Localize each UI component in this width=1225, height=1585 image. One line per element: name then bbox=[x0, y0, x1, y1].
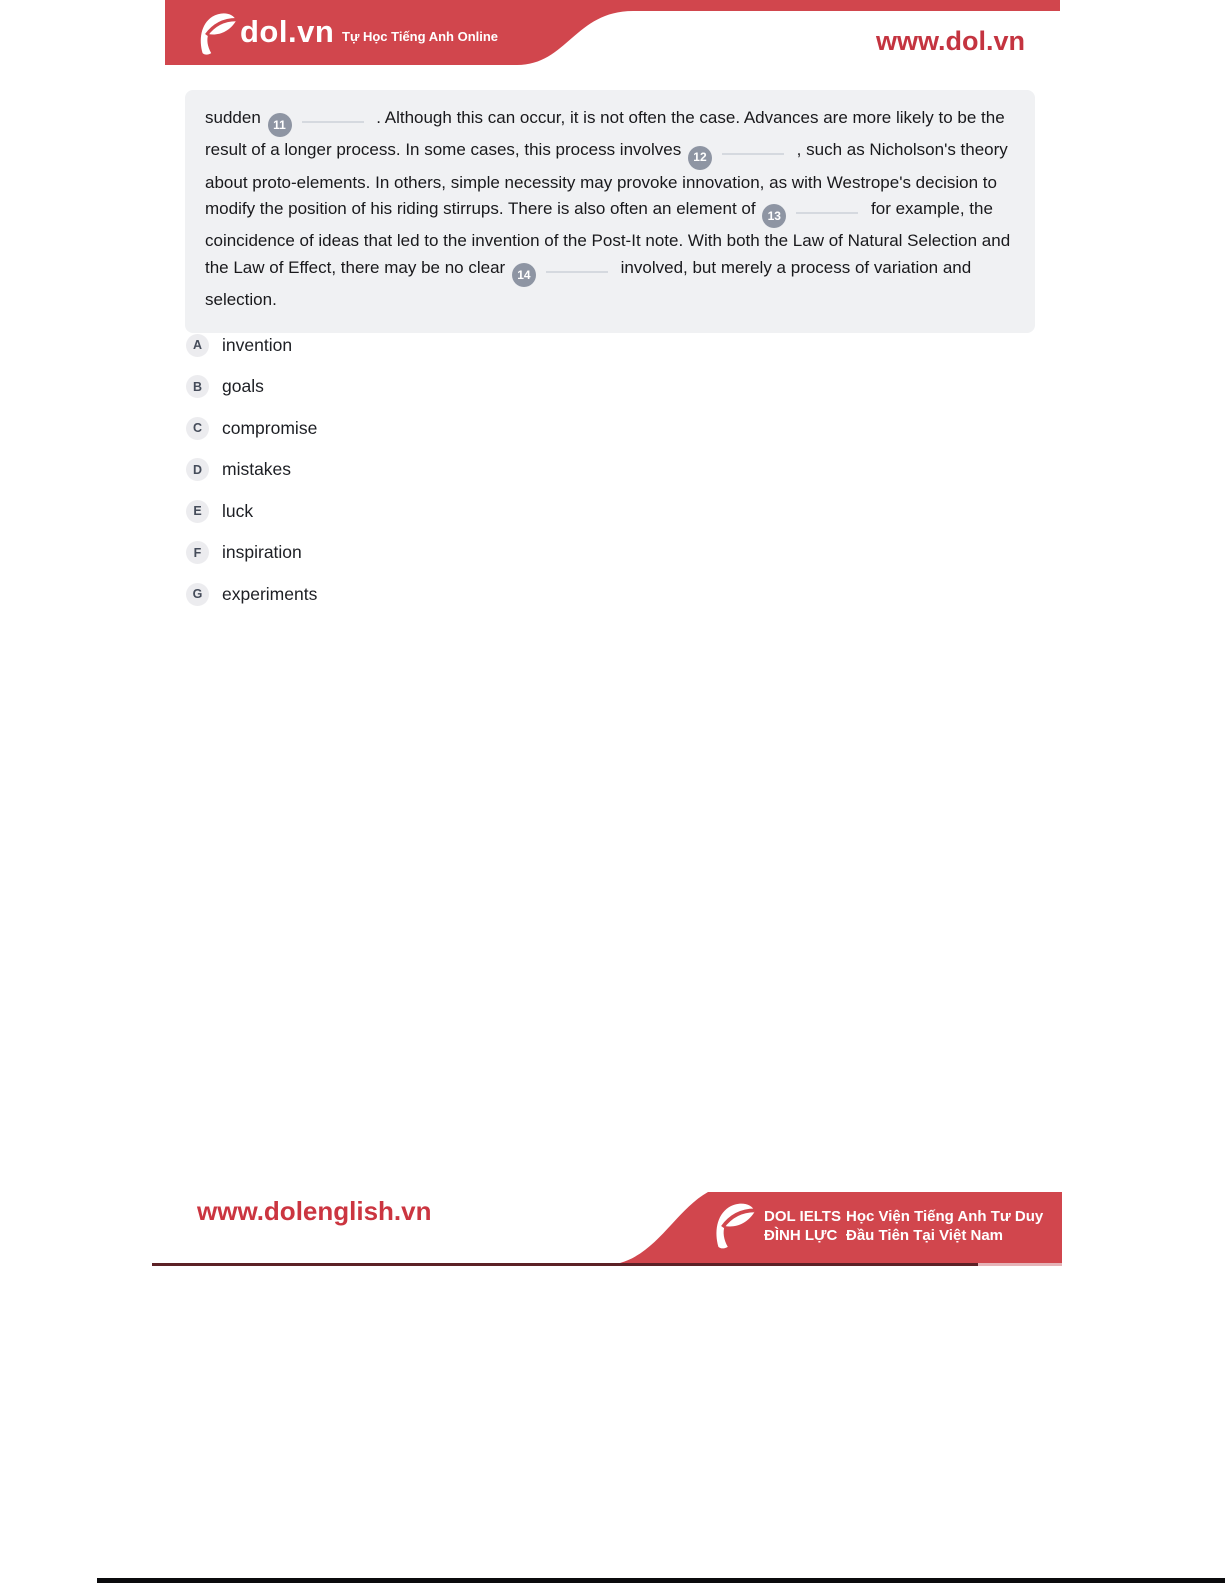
footer-slogan-line1: Học Viện Tiếng Anh Tư Duy bbox=[846, 1208, 1044, 1225]
footer-slogan-line2: Đầu Tiên Tại Việt Nam bbox=[846, 1227, 1003, 1244]
option-letter-badge: D bbox=[186, 458, 209, 481]
dol-ielts-leaf-logo-icon bbox=[710, 1201, 756, 1251]
option-row[interactable] bbox=[186, 375, 317, 399]
option-letter-badge: A bbox=[186, 334, 209, 357]
footer-slogan bbox=[846, 1207, 1043, 1245]
option-label: goals bbox=[222, 376, 264, 396]
option-row[interactable] bbox=[186, 541, 317, 565]
option-row[interactable] bbox=[186, 582, 317, 606]
gap-number-badge: 11 bbox=[268, 113, 292, 137]
footer-brand-name bbox=[764, 1207, 841, 1245]
passage-text: sudden 11 . Although this can occur, it is not often the case. Advances are more likely to be the result of a longer process. In some cases, this process involves 12 , such as Nicholson's theory about proto-elements. In others, simple necessity may provoke innovation, as with Westrope's decision to modify the position of his riding stirrups. There is also often an element of 13 for example, the coincidence of ideas that led to the invention of the Post-It note. With both the Law of Natural Selection and the Law of Effect, there may be no clear 14 involved, but merely a process of variation and selection. bbox=[205, 108, 1011, 309]
option-letter-badge: C bbox=[186, 417, 209, 440]
passage-box bbox=[185, 90, 1035, 333]
option-label: mistakes bbox=[222, 459, 292, 479]
gap-number-badge: 12 bbox=[688, 146, 712, 170]
option-row[interactable] bbox=[186, 458, 317, 482]
options-list bbox=[186, 333, 317, 606]
footer-brand-line1: DOL IELTS bbox=[764, 1208, 841, 1225]
gap-number-badge: 13 bbox=[762, 204, 786, 228]
option-letter-badge: B bbox=[186, 375, 209, 398]
answer-blank[interactable] bbox=[796, 201, 858, 214]
footer-divider-rule bbox=[152, 1263, 978, 1266]
option-label: compromise bbox=[222, 417, 318, 438]
option-label: invention bbox=[222, 334, 293, 355]
option-row[interactable] bbox=[186, 333, 317, 357]
footer-divider-rule-light bbox=[978, 1263, 1062, 1266]
footer-website-text: www.dolenglish.vn bbox=[197, 1196, 432, 1226]
header-website-text: www.dol.vn bbox=[875, 26, 1025, 56]
option-letter-badge: F bbox=[186, 541, 209, 564]
option-letter-badge: G bbox=[186, 583, 209, 606]
option-label: experiments bbox=[222, 583, 318, 604]
answer-blank[interactable] bbox=[302, 110, 364, 123]
option-label: luck bbox=[222, 500, 254, 521]
header-tagline: Tự Học Tiếng Anh Online bbox=[342, 29, 499, 44]
option-row[interactable] bbox=[186, 416, 317, 440]
dol-logo-text: dol.vn bbox=[240, 14, 335, 49]
gap-number-badge: 14 bbox=[512, 263, 536, 287]
answer-blank[interactable] bbox=[722, 142, 784, 155]
option-row[interactable] bbox=[186, 499, 317, 523]
footer-brand-line2: ĐÌNH LỰC bbox=[764, 1227, 838, 1244]
answer-blank[interactable] bbox=[546, 260, 608, 273]
option-letter-badge: E bbox=[186, 500, 209, 523]
dol-leaf-logo-icon bbox=[194, 11, 238, 57]
page-bottom-bar bbox=[97, 1578, 1225, 1583]
option-label: inspiration bbox=[222, 542, 302, 562]
